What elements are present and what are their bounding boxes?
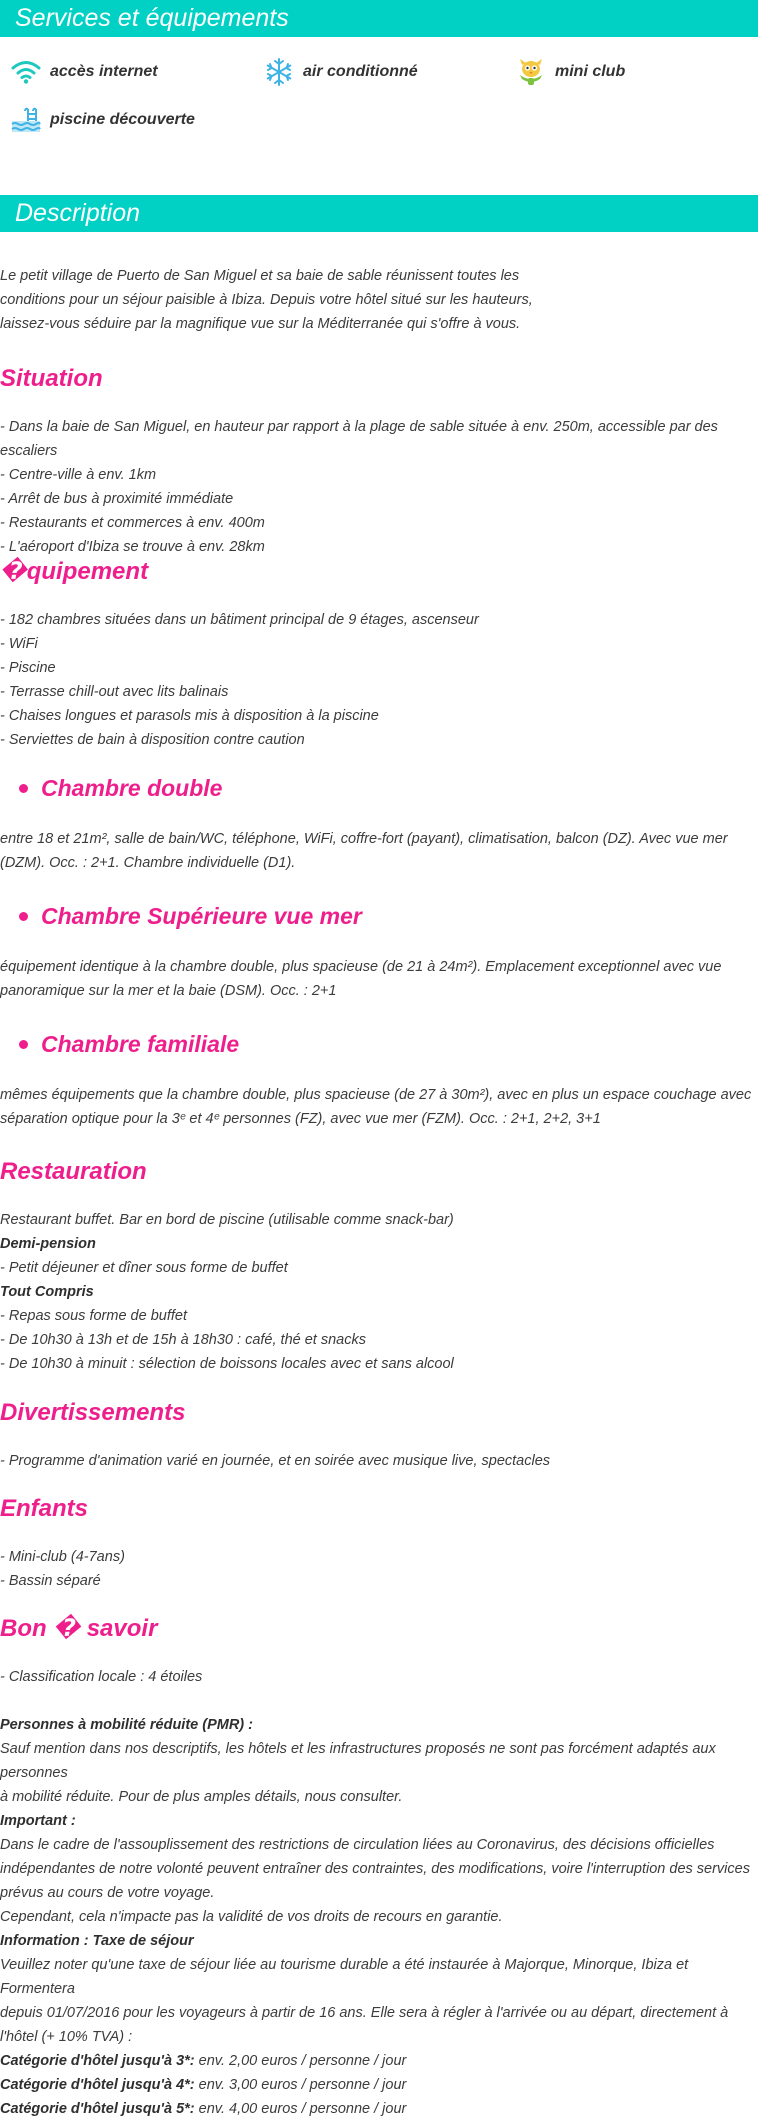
situation-line: - Dans la baie de San Miguel, en hauteur par rapport à la plage de sable située à env. 250m, accessible par des escaliers: [0, 419, 718, 459]
equipement-title: �quipement: [0, 558, 149, 585]
tax-category-value: env. 2,00 euros / personne / jour: [194, 2053, 407, 2069]
divertissements-title: Divertissements: [0, 1399, 186, 1426]
service-item-aircon: [263, 57, 418, 87]
restauration-line: - Petit déjeuner et dîner sous forme de buffet: [0, 1260, 288, 1276]
notes-line: prévus au cours de votre voyage.: [0, 1885, 215, 1901]
demi-pension-label: Demi-pension: [0, 1236, 96, 1252]
service-label: mini club: [555, 63, 626, 80]
description-title: Description: [15, 199, 141, 227]
divertissements-line: - Programme d'animation varié en journée, et en soirée avec musique live, spectacles: [0, 1453, 551, 1469]
bon-savoir-line: - Classification locale : 4 étoiles: [0, 1669, 203, 1685]
description-line: Le petit village de Puerto de San Miguel et sa baie de sable réunissent toutes les: [0, 268, 520, 284]
mini-club-mascot-icon: [515, 57, 547, 87]
restauration-line: - Repas sous forme de buffet: [0, 1308, 187, 1324]
tax-category-label: Catégorie d'hôtel jusqu'à 4*:: [0, 2077, 195, 2093]
situation-line: - Restaurants et commerces à env. 400m: [0, 515, 265, 531]
tax-category-label: Catégorie d'hôtel jusqu'à 5*:: [0, 2101, 195, 2117]
room-title: [0, 1029, 758, 1059]
divertissements-section: [0, 1398, 758, 1473]
enfants-title: Enfants: [0, 1495, 89, 1522]
room-title-text: Chambre familiale: [41, 1031, 240, 1057]
services-title: Services et équipements: [15, 4, 289, 32]
services-header: [0, 0, 758, 37]
equipement-line: - Serviettes de bain à disposition contre caution: [0, 732, 305, 748]
notes-line: Cependant, cela n'impacte pas la validité de vos droits de recours en garantie.: [0, 1909, 503, 1925]
tax-category-row: [0, 2097, 758, 2121]
notes-line: à mobilité réduite. Pour de plus amples détails, nous consulter.: [0, 1789, 403, 1805]
notes-line: l'hôtel (+ 10% TVA) :: [0, 2029, 133, 2045]
wifi-icon: [10, 57, 42, 87]
room-title: [0, 901, 758, 931]
notes-line: Veuillez noter qu'une taxe de séjour liée au tourisme durable a été instaurée à Majorque, Minorque, Ibiza et Formentera: [0, 1957, 689, 1997]
pool-icon: [10, 105, 42, 135]
restauration-line: - De 10h30 à 13h et de 15h à 18h30 : café, thé et snacks: [0, 1332, 366, 1348]
room-line: (DZM). Occ. : 2+1. Chambre individuelle (D1).: [0, 855, 296, 871]
tax-category-value: env. 3,00 euros / personne / jour: [194, 2077, 407, 2093]
equipement-line: - Piscine: [0, 660, 56, 676]
situation-line: - L'aéroport d'Ibiza se trouve à env. 28km: [0, 539, 265, 555]
service-item-internet: [10, 57, 158, 87]
bullet-icon: [19, 1040, 28, 1049]
service-item-pool: [10, 105, 195, 135]
service-label: accès internet: [50, 63, 158, 80]
service-label: piscine découverte: [50, 111, 195, 128]
tax-category-row: [0, 2073, 758, 2097]
bon-savoir-title: Bon � savoir: [0, 1615, 158, 1642]
tax-category-value: env. 4,00 euros / personne / jour: [194, 2101, 407, 2117]
room-title: [0, 773, 758, 803]
tax-category-row: [0, 2049, 758, 2073]
bon-savoir-section: [0, 1614, 758, 1689]
restauration-title: Restauration: [0, 1158, 147, 1185]
room-line: équipement identique à la chambre double, plus spacieuse (de 21 à 24m²). Emplacement exceptionnel avec vue: [0, 959, 722, 975]
room-chambre-familiale: [0, 1029, 758, 1131]
room-title-text: Chambre Supérieure vue mer: [41, 903, 362, 929]
room-line: séparation optique pour la 3ᵉ et 4ᵉ personnes (FZ), avec vue mer (FZM). Occ. : 2+1, 2+2, 3+1: [0, 1111, 601, 1127]
tout-compris-label: Tout Compris: [0, 1284, 94, 1300]
service-label: air conditionné: [303, 63, 418, 80]
notes-section: [0, 1713, 758, 2121]
taxe-label: Information : Taxe de séjour: [0, 1933, 194, 1949]
situation-title: Situation: [0, 365, 103, 392]
room-title-text: Chambre double: [41, 775, 223, 801]
tax-category-label: Catégorie d'hôtel jusqu'à 3*:: [0, 2053, 195, 2069]
room-chambre-superieure: [0, 901, 758, 1003]
room-line: entre 18 et 21m², salle de bain/WC, téléphone, WiFi, coffre-fort (payant), climatisation, balcon (DZ). Avec vue mer: [0, 831, 728, 847]
notes-line: Sauf mention dans nos descriptifs, les hôtels et les infrastructures proposés ne sont pas forcément adaptés aux personnes: [0, 1741, 716, 1781]
enfants-line: - Mini-club (4-7ans): [0, 1549, 125, 1565]
notes-line: indépendantes de notre volonté peuvent entraîner des contraintes, des modifications, voire l'interruption des services: [0, 1861, 750, 1877]
enfants-section: [0, 1494, 758, 1593]
equipement-section: [0, 557, 758, 752]
restauration-line: - De 10h30 à minuit : sélection de boissons locales avec et sans alcool: [0, 1356, 454, 1372]
service-item-mini-club: [515, 57, 625, 87]
room-line: panoramique sur la mer et la baie (DSM). Occ. : 2+1: [0, 983, 337, 999]
pmr-label: Personnes à mobilité réduite (PMR) :: [0, 1717, 253, 1733]
description-intro: [0, 264, 758, 336]
enfants-line: - Bassin séparé: [0, 1573, 101, 1589]
snowflake-icon: [263, 57, 295, 87]
situation-line: - Centre-ville à env. 1km: [0, 467, 157, 483]
room-chambre-double: [0, 773, 758, 875]
room-line: mêmes équipements que la chambre double, plus spacieuse (de 27 à 30m²), avec en plus un espace couchage avec: [0, 1087, 752, 1103]
equipement-line: - 182 chambres situées dans un bâtiment principal de 9 étages, ascenseur: [0, 612, 479, 628]
important-label: Important :: [0, 1813, 76, 1829]
restauration-section: [0, 1157, 758, 1376]
bullet-icon: [19, 784, 28, 793]
equipement-line: - Chaises longues et parasols mis à disposition à la piscine: [0, 708, 379, 724]
notes-line: Dans le cadre de l'assouplissement des restrictions de circulation liées au Coronavirus, des décisions officielles: [0, 1837, 715, 1853]
notes-line: depuis 01/07/2016 pour les voyageurs à partir de 16 ans. Elle sera à régler à l'arrivée ou au départ, directement à: [0, 2005, 729, 2021]
description-header: [0, 195, 758, 232]
equipement-line: - WiFi: [0, 636, 38, 652]
restauration-intro: Restaurant buffet. Bar en bord de piscine (utilisable comme snack-bar): [0, 1212, 454, 1228]
situation-line: - Arrêt de bus à proximité immédiate: [0, 491, 234, 507]
description-line: conditions pour un séjour paisible à Ibiza. Depuis votre hôtel situé sur les hauteurs,: [0, 292, 533, 308]
bullet-icon: [19, 912, 28, 921]
situation-section: [0, 364, 758, 559]
equipement-line: - Terrasse chill-out avec lits balinais: [0, 684, 229, 700]
description-line: laissez-vous séduire par la magnifique vue sur la Méditerranée qui s'offre à vous.: [0, 316, 521, 332]
